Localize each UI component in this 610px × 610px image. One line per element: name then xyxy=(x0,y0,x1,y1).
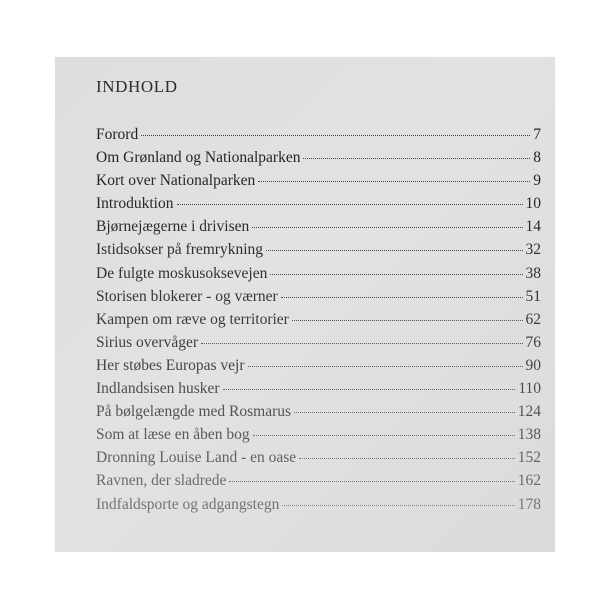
dot-leader xyxy=(299,458,515,459)
toc-entry xyxy=(96,400,541,423)
dot-leader xyxy=(201,343,522,344)
dot-leader xyxy=(281,297,523,298)
dot-leader xyxy=(248,366,523,367)
dot-leader xyxy=(253,435,515,436)
toc-entry xyxy=(96,123,541,146)
toc-entry-page-number: 162 xyxy=(517,472,541,490)
dot-leader xyxy=(303,158,530,159)
toc-entry xyxy=(96,331,541,354)
toc-entry xyxy=(96,446,541,469)
toc-entry-page-number: 14 xyxy=(525,218,541,236)
book-page xyxy=(55,57,555,552)
toc-entry xyxy=(96,192,541,215)
toc-entry-title: Dronning Louise Land - en oase xyxy=(96,449,297,467)
toc-entry xyxy=(96,354,541,377)
dot-leader xyxy=(270,274,522,275)
dot-leader xyxy=(292,320,523,321)
toc-entry-title: Istidsokser på fremrykning xyxy=(96,241,264,259)
toc-entry-page-number: 62 xyxy=(525,310,541,328)
toc-entry-title: Indfaldsporte og adgangstegn xyxy=(96,495,280,513)
toc-entry-title: Kort over Nationalparken xyxy=(96,172,256,190)
toc-entry-title: Som at læse en åben bog xyxy=(96,426,250,444)
toc-entry xyxy=(96,423,541,446)
toc-entry-title: Kampen om ræve og territorier xyxy=(96,310,289,328)
toc-entry xyxy=(96,377,541,400)
toc-entry-page-number: 152 xyxy=(517,449,541,467)
toc-entry xyxy=(96,262,541,285)
toc-entry-title: Sirius overvåger xyxy=(96,333,199,351)
toc-entry-page-number: 110 xyxy=(518,380,541,398)
toc-entry xyxy=(96,146,541,169)
toc-entry-title: På bølgelængde med Rosmarus xyxy=(96,403,292,421)
toc-entry-title: Forord xyxy=(96,126,139,143)
toc-entry xyxy=(96,215,541,238)
table-of-contents xyxy=(96,123,541,516)
toc-entry-page-number: 8 xyxy=(533,149,541,167)
toc-entry-page-number: 10 xyxy=(525,195,541,213)
toc-entry-page-number: 138 xyxy=(517,426,541,444)
dot-leader xyxy=(177,204,523,205)
dot-leader xyxy=(141,135,530,136)
toc-entry xyxy=(96,169,541,192)
dot-leader xyxy=(266,250,522,251)
toc-entry-page-number: 51 xyxy=(525,287,541,305)
toc-entry-page-number: 76 xyxy=(525,333,541,351)
contents-heading: INDHOLD xyxy=(96,77,178,96)
toc-entry-page-number: 32 xyxy=(525,241,541,259)
toc-entry xyxy=(96,285,541,308)
toc-entry-title: Bjørnejægerne i drivisen xyxy=(96,218,250,236)
dot-leader xyxy=(229,481,514,482)
toc-entry-page-number: 9 xyxy=(533,172,541,190)
toc-entry-title: Introduktion xyxy=(96,195,174,213)
toc-entry-title: Her støbes Europas vejr xyxy=(96,356,245,374)
toc-entry-page-number: 38 xyxy=(525,264,541,282)
toc-entry-title: De fulgte moskusoksevejen xyxy=(96,264,268,282)
toc-entry xyxy=(96,469,541,492)
toc-entry-page-number: 7 xyxy=(533,126,541,143)
toc-entry xyxy=(96,238,541,261)
dot-leader xyxy=(252,227,522,228)
toc-entry-title: Ravnen, der sladrede xyxy=(96,472,227,490)
dot-leader xyxy=(282,505,514,506)
dot-leader xyxy=(294,412,515,413)
toc-entry-title: Om Grønland og Nationalparken xyxy=(96,149,301,167)
toc-entry-title: Indlandsisen husker xyxy=(96,380,220,398)
dot-leader xyxy=(223,389,516,390)
dot-leader xyxy=(258,181,530,182)
toc-entry-title: Storisen blokerer - og værner xyxy=(96,287,278,305)
toc-entry xyxy=(96,493,541,516)
toc-entry-page-number: 90 xyxy=(525,356,541,374)
toc-entry xyxy=(96,308,541,331)
toc-entry-page-number: 124 xyxy=(517,403,541,421)
toc-entry-page-number: 178 xyxy=(517,495,541,513)
